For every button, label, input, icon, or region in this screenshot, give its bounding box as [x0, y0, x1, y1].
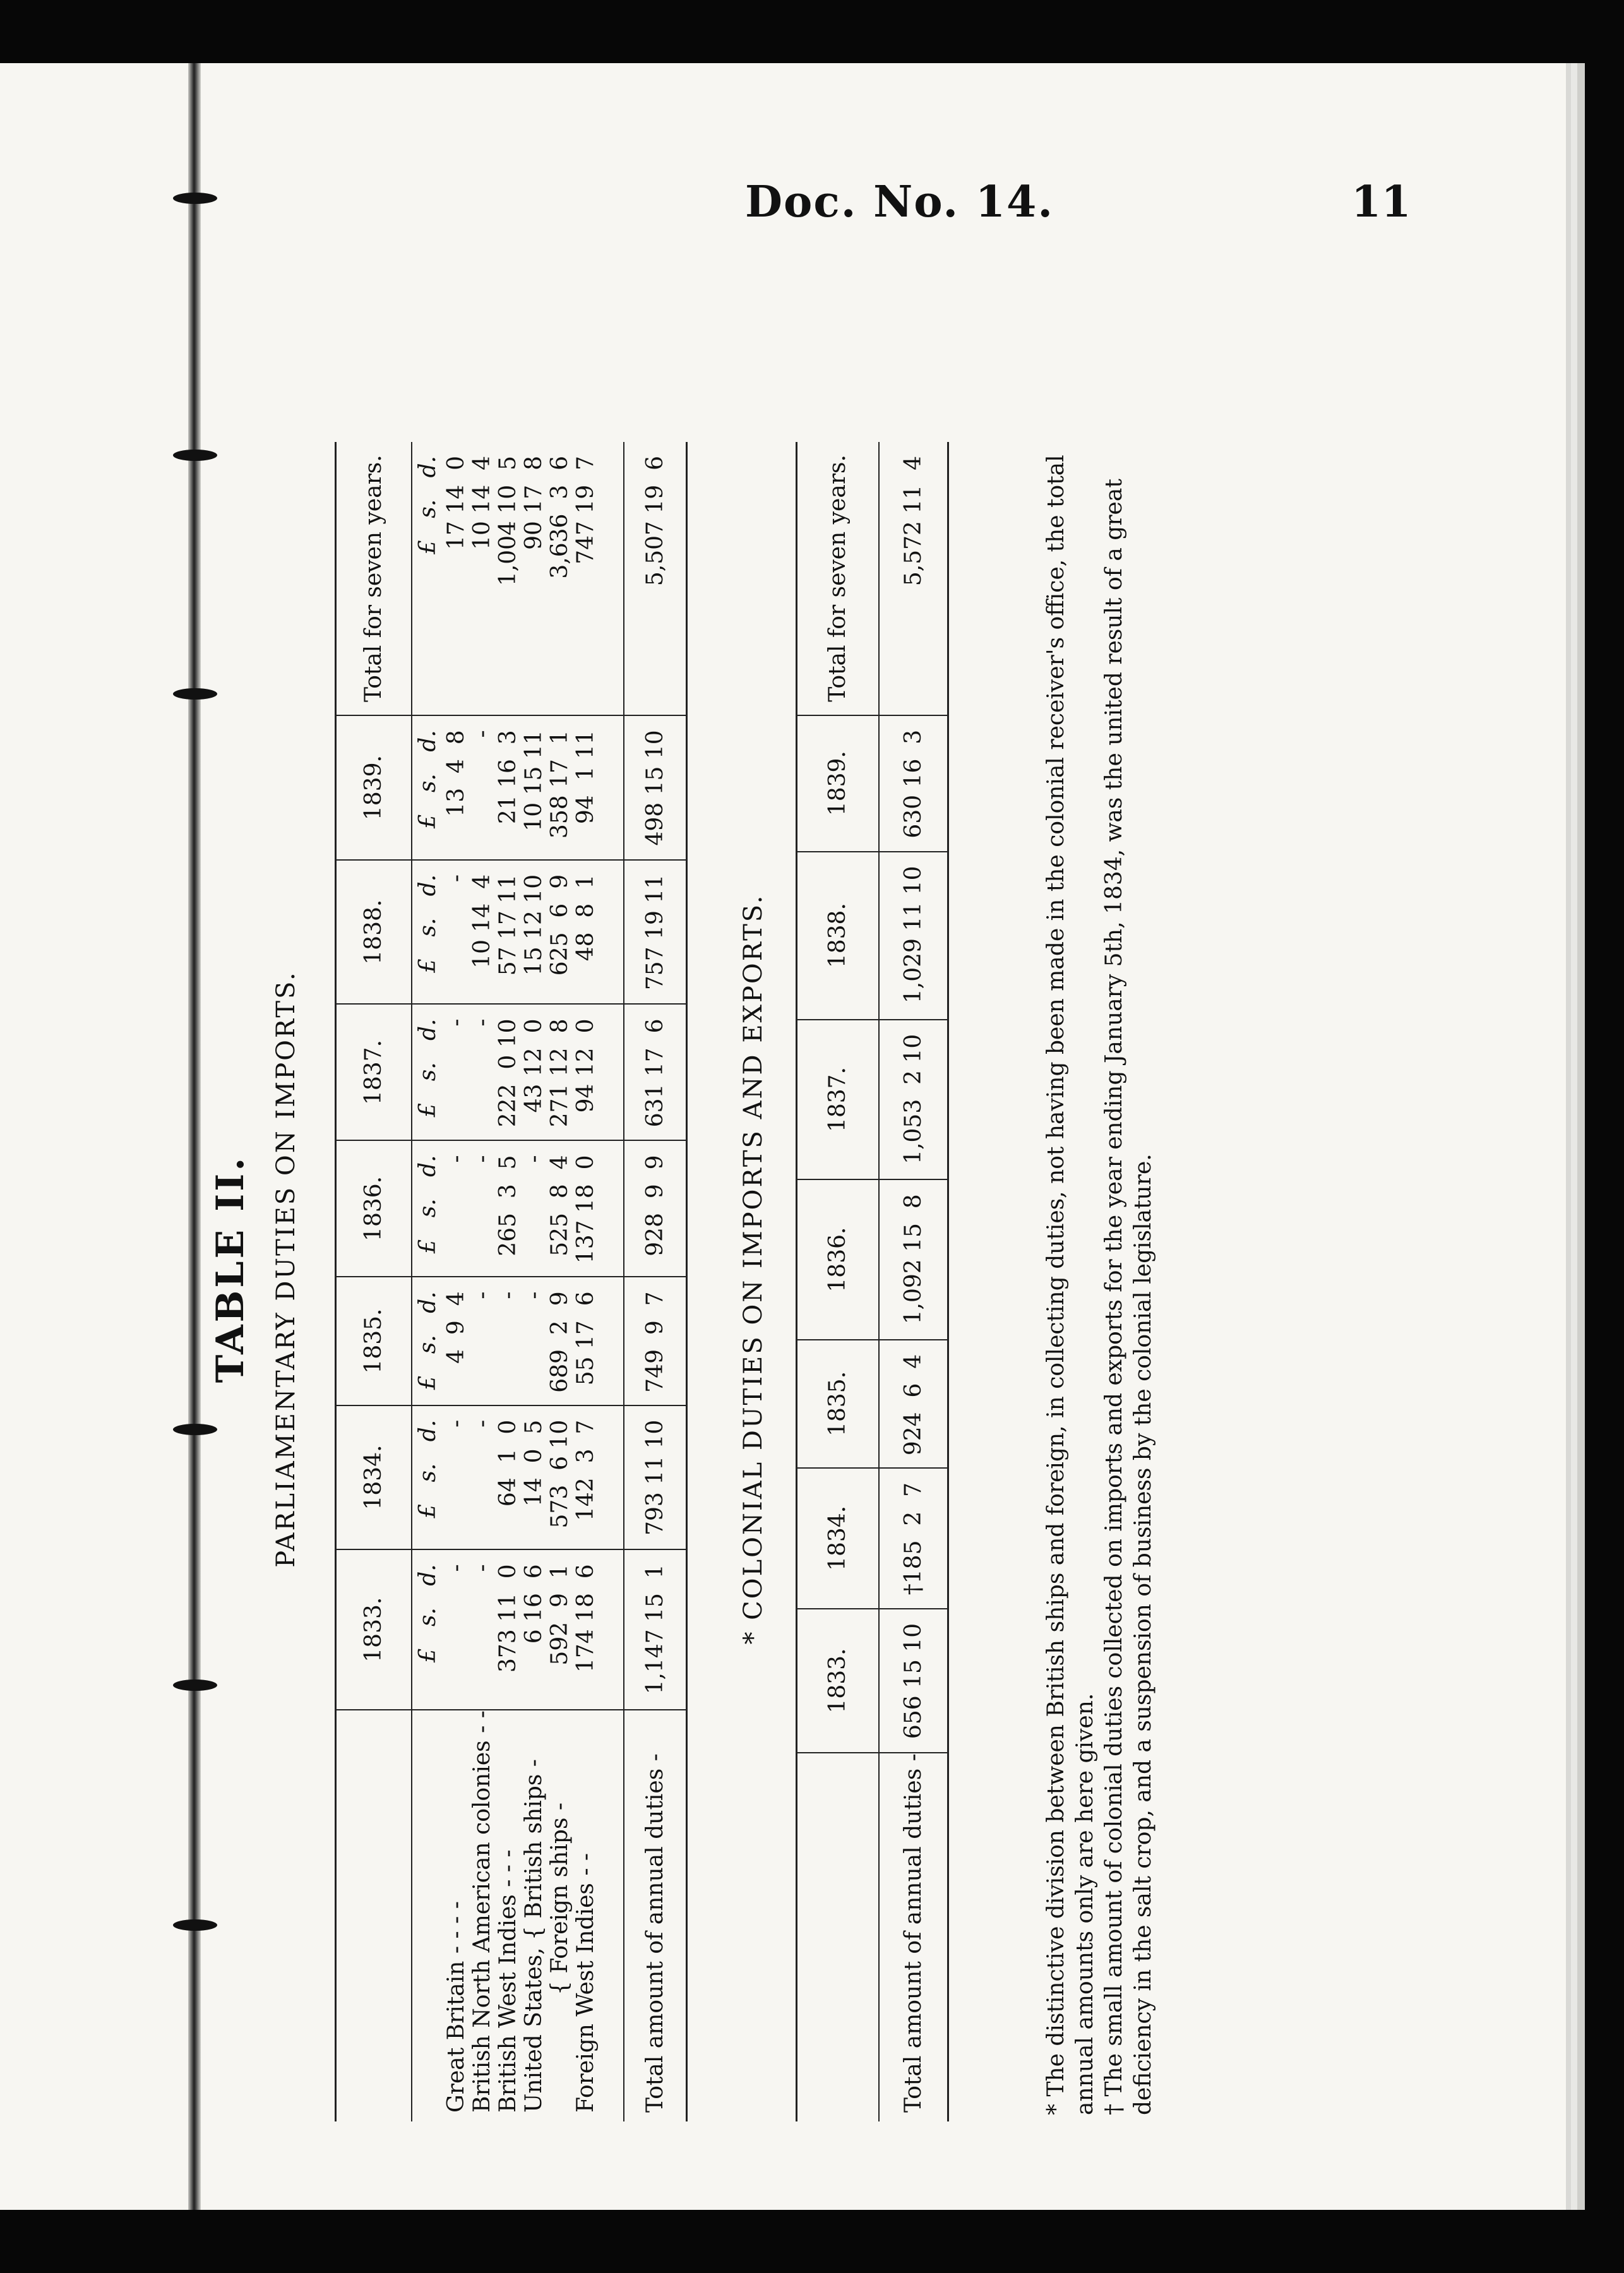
year-header: 1839. — [336, 715, 412, 860]
cell-value: - — [443, 1405, 469, 1550]
row-label: United States, { British ships - — [520, 1759, 547, 2113]
page-number: 11 — [1351, 177, 1411, 227]
cell-value: 592 9 1 — [547, 1549, 573, 1710]
cell-value: - — [443, 1004, 469, 1140]
year-header: 1833. — [336, 1549, 412, 1710]
units-label: £ s. d. — [412, 715, 443, 860]
total-value: 928 9 9 — [624, 1140, 687, 1277]
total-value: 793 11 10 — [624, 1405, 687, 1550]
cell-value: 21 16 3 — [495, 715, 521, 860]
cell-total: 90 17 8 — [521, 442, 547, 715]
cell-value: 94 1 11 — [573, 715, 599, 860]
year-header: 1838. — [797, 852, 879, 1020]
cell-value: - — [469, 1140, 495, 1277]
cell-value: 6 16 6 — [521, 1549, 547, 1710]
units-label: £ s. d. — [412, 442, 443, 715]
cell-value: - — [443, 860, 469, 1005]
cell-value: 14 0 5 — [521, 1405, 547, 1550]
units-row — [412, 442, 443, 2121]
cell-value: 13 4 8 — [443, 715, 469, 860]
spacer-row — [599, 442, 624, 2121]
colonial-heading: * COLONIAL DUTIES ON IMPORTS AND EXPORTS. — [739, 893, 768, 1645]
cell-value: 10 15 11 — [521, 715, 547, 860]
cell-value: 174 18 6 — [573, 1549, 599, 1710]
year-header: 1838. — [336, 860, 412, 1005]
cell-value: 525 8 4 — [547, 1140, 573, 1277]
cell-value: 64 1 0 — [495, 1405, 521, 1550]
total-row — [624, 442, 687, 2121]
year-header: 1833. — [797, 1609, 879, 1753]
table-row — [573, 442, 599, 2121]
year-header: 1836. — [797, 1179, 879, 1340]
row-label: British North American colonies - - — [469, 1710, 495, 2113]
table-header-row — [336, 442, 412, 2121]
total-value: 1,147 15 1 — [624, 1549, 687, 1710]
cell-value: 57 17 11 — [495, 860, 521, 1005]
cell-value: - — [495, 1277, 521, 1405]
year-header: 1835. — [336, 1277, 412, 1405]
total-value: 924 6 4 — [879, 1340, 948, 1468]
parliamentary-heading: PARLIAMENTARY DUTIES ON IMPORTS. — [272, 970, 301, 1568]
cell-value: 10 14 4 — [469, 860, 495, 1005]
cell-value: - — [443, 1549, 469, 1710]
cell-value: 625 6 9 — [547, 860, 573, 1005]
total-value: †185 2 7 — [879, 1468, 948, 1609]
cell-value: 358 17 1 — [547, 715, 573, 860]
cell-value: 15 12 10 — [521, 860, 547, 1005]
units-label: £ s. d. — [412, 1277, 443, 1405]
cell-value: - — [521, 1140, 547, 1277]
colonial-duties-table — [796, 442, 949, 2121]
cell-value: - — [469, 1004, 495, 1140]
cell-value: 689 2 9 — [547, 1277, 573, 1405]
total-value: 630 16 3 — [879, 715, 948, 852]
cell-value: 573 6 10 — [547, 1405, 573, 1550]
total-value: 5,572 11 4 — [879, 442, 948, 715]
cell-value: - — [521, 1277, 547, 1405]
cell-value: 55 17 6 — [573, 1277, 599, 1405]
cell-value: 265 3 5 — [495, 1140, 521, 1277]
total-value: 498 15 10 — [624, 715, 687, 860]
total-value: 631 17 6 — [624, 1004, 687, 1140]
binding-stitch — [173, 193, 217, 204]
cell-value: 373 11 0 — [495, 1549, 521, 1710]
year-header: 1834. — [336, 1405, 412, 1550]
cell-value: - — [443, 1140, 469, 1277]
table-title: TABLE II. — [208, 1155, 253, 1383]
row-label: British West Indies - - - — [494, 1849, 521, 2113]
cell-value: 94 12 0 — [573, 1004, 599, 1140]
cell-total: 747 19 7 — [573, 442, 599, 715]
year-header: 1837. — [336, 1004, 412, 1140]
units-label: £ s. d. — [412, 1549, 443, 1710]
units-label: £ s. d. — [412, 1004, 443, 1140]
footnote: * The distinctive division between British ships and foreign, in collecting duties, not having been made in the colonial receiver's office, the total annual amounts only are here given. — [1043, 455, 1098, 2115]
rotated-table-block — [0, 398, 1156, 2140]
total-header: Total for seven years. — [797, 442, 879, 715]
total-value: 757 19 11 — [624, 860, 687, 1005]
cell-value: - — [469, 1277, 495, 1405]
total-header: Total for seven years. — [336, 442, 412, 715]
cell-value: 43 12 0 — [521, 1004, 547, 1140]
year-header: 1834. — [797, 1468, 879, 1609]
cell-value: - — [469, 715, 495, 860]
cell-total: 3,636 3 6 — [547, 442, 573, 715]
total-value: 1,053 2 10 — [879, 1020, 948, 1180]
year-header: 1837. — [797, 1020, 879, 1180]
year-header: 1835. — [797, 1340, 879, 1468]
total-label: Total amount of annual duties - — [900, 1753, 926, 2113]
table-row — [495, 442, 521, 2121]
table-header-row — [797, 442, 879, 2121]
row-label: Great Britain - - - - — [443, 1901, 469, 2113]
total-value: 1,029 11 10 — [879, 852, 948, 1020]
cell-total: 10 14 4 — [469, 442, 495, 715]
total-value: 5,507 19 6 — [624, 442, 687, 715]
document-number: Doc. No. 14. — [745, 177, 1054, 227]
parliamentary-duties-table — [335, 442, 688, 2121]
footnotes — [1042, 436, 1158, 2115]
total-row — [879, 442, 948, 2121]
cell-value: 137 18 0 — [573, 1140, 599, 1277]
units-label: £ s. d. — [412, 860, 443, 1005]
total-label: Total amount of annual duties - — [642, 1753, 668, 2113]
table-row — [521, 442, 547, 2121]
row-label: { Foreign ships - — [546, 1802, 573, 1995]
table-row — [547, 442, 573, 2121]
cell-value: 4 9 4 — [443, 1277, 469, 1405]
table-row — [469, 442, 495, 2121]
units-label: £ s. d. — [412, 1405, 443, 1550]
year-header: 1836. — [336, 1140, 412, 1277]
year-header: 1839. — [797, 715, 879, 852]
cell-value: 271 12 8 — [547, 1004, 573, 1140]
cell-value: 142 3 7 — [573, 1405, 599, 1550]
cell-value: 48 8 1 — [573, 860, 599, 1005]
cell-total: 17 14 0 — [443, 442, 469, 715]
header-blank — [336, 1710, 412, 2121]
cell-total: 1,004 10 5 — [495, 442, 521, 715]
total-value: 1,092 15 8 — [879, 1179, 948, 1340]
units-label: £ s. d. — [412, 1140, 443, 1277]
footnote: † The small amount of colonial duties collected on imports and exports for the year ending January 5th, 1834, was the united result of a great deficiency in the salt crop, and a suspension of business by the colonial legislature. — [1101, 479, 1156, 2115]
cell-value: - — [469, 1405, 495, 1550]
cell-value: 222 0 10 — [495, 1004, 521, 1140]
table-row — [443, 442, 469, 2121]
total-value: 656 15 10 — [879, 1609, 948, 1753]
total-value: 749 9 7 — [624, 1277, 687, 1405]
cell-value: - — [469, 1549, 495, 1710]
row-label: Foreign West Indies - - — [572, 1852, 599, 2113]
